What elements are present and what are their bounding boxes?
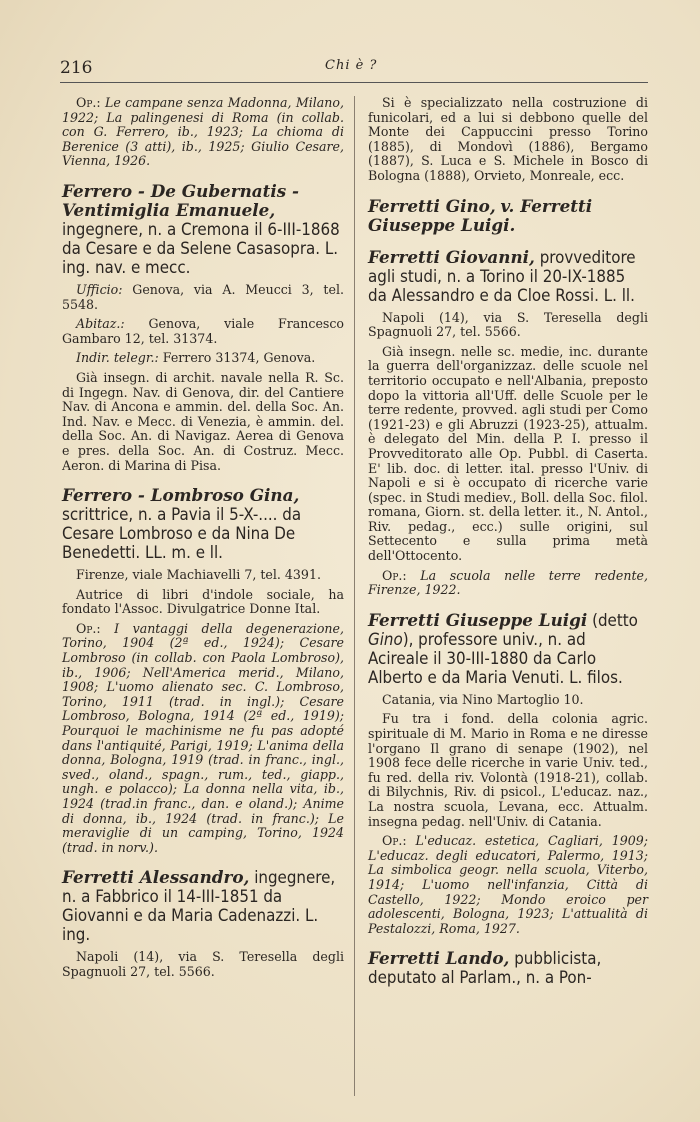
entry-ferretti-giovanni bbox=[368, 248, 648, 598]
entry-continuation bbox=[62, 96, 344, 169]
address-line: Catania, via Nino Martoglio 10. bbox=[382, 691, 584, 707]
biography-paragraph: Fu tra i fond. della colonia agric. spirituale di M. Mario in Roma e ne diresse l'organo Il grano di senape (1902), nel 1908 fece delle ricerche in varie Univ. ted., fu red. della riv. Volontà (1918-21), collab. di Bilychnis, Riv. di psicol., L'educaz. naz., La nostra scuola, Levana, ecc. Attualm. insegna pedag. nell'Univ. di Catania. bbox=[368, 711, 648, 829]
entry-heading: Ferretti Giuseppe Luigi (detto Gino), professore univ., n. ad Acireale il 30-III-1880 da Carlo Alberto e da Maria Venuti. L. filos. bbox=[368, 609, 638, 687]
address-line: Firenze, viale Machiavelli 7, tel. 4391. bbox=[76, 567, 321, 583]
works-paragraph: Op.: I vantaggi della degenerazione, Torino, 1904 (2ª ed., 1924); Cesare Lombroso (in collab. con Paola Lombroso), ib., 1906; Nell'America merid., Milano, 1908; L'uomo alienato sec. C. Lombroso, Torino, 1911 (trad. in ingl.); Cesare Lombroso, Bologna, 1914 (2ª ed., 1919); Pourquoi le machinisme ne fu pas adopté dans l'antiquité, Parigi, 1919; L'anima della donna, Bologna, 1919 (trad. in franc., ingl., sved., oland., spagn., rum., ted., giapp., ungh. e polacco); La donna nella vita, ib., 1924 (trad.in franc., dan. e oland.); Anime di donna, ib., 1924 (trad. in franc.); Le meraviglie di un camping, Torino, 1924 (trad. in norv.). bbox=[62, 620, 344, 855]
entry-ferrero-lombroso bbox=[62, 486, 344, 855]
entry-ferretti-giuseppe-luigi bbox=[368, 611, 648, 937]
biography-paragraph: Autrice di libri d'indole sociale, ha fondato l'Assoc. Divulgatrice Donne Ital. bbox=[62, 586, 344, 617]
running-title: Chi è ? bbox=[325, 58, 378, 73]
entry-heading: Ferrero - Lombroso Gina, scrittrice, n. a Pavia il 5-X-.... da Cesare Lombroso e da Nina De Benedetti. LL. m. e ll. bbox=[62, 485, 302, 563]
address-line: Napoli (14), via S. Teresella degli Spagnuoli 27, tel. 5566. bbox=[368, 309, 648, 340]
entry-continuation bbox=[368, 96, 648, 184]
works-paragraph: Op.: L'educaz. estetica, Cagliari, 1909; L'educaz. degli educatori, Palermo, 1913; La simbolica geogr. nella scuola, Viterbo, 1914; L'uomo nell'infanzia, Città di Castello, 1922; Mondo eroico per adolescenti, Bologna, 1923; L'attualità di Pestalozzi, Roma, 1927. bbox=[368, 833, 648, 936]
works-paragraph: Op.: Le campane senza Madonna, Milano, 1922; La palingenesi di Roma (in collab. con G. Ferrero, ib., 1923; La chioma di Berenice (3 atti), ib., 1925; Giulio Cesare, Vienna, 1926. bbox=[62, 95, 344, 169]
entry-ferretti-lando bbox=[368, 949, 648, 987]
entry-heading: Ferretti Lando, pubblicista, deputato al Parlam., n. a Pon- bbox=[368, 948, 602, 988]
right-column bbox=[368, 96, 648, 1000]
works-paragraph: Op.: La scuola nelle terre redente, Firenze, 1922. bbox=[368, 567, 648, 598]
entry-heading: Ferretti Gino, v. Ferretti Giuseppe Luigi. bbox=[368, 195, 593, 235]
left-column bbox=[62, 96, 344, 993]
biography-paragraph: Già insegn. nelle sc. medie, inc. durante la guerra dell'organizzaz. delle scuole nel territorio occupato e nell'Albania, preposto dopo la vittoria all'Uff. delle Scuole per le terre redente, provved. agli studi per Como (1921-23) e gli Abruzzi (1923-25), attualm. è delegato del Min. della P. I. presso il Provveditorato alle Op. Pubbl. di Caserta. E' lib. doc. di letter. ital. presso l'Univ. di Napoli e si è occupato di ricerche varie (spec. in Studi mediev., Boll. della Soc. filol. romana, Giorn. st. della letter. it., N. Antol., Riv. pedag., ecc.) sulle origini, sul Settecento e sulla prima metà dell'Ottocento. bbox=[368, 343, 648, 564]
office-line: Ufficio: Genova, via A. Meucci 3, tel. 5548. bbox=[62, 281, 344, 312]
telegraph-line: Indir. telegr.: Ferrero 31374, Genova. bbox=[76, 350, 316, 366]
entry-heading: Ferrero - De Gubernatis - Ventimiglia Emanuele, ingegnere, n. a Cremona il 6-III-1868 da Cesare e da Selene Casasopra. L. ing. nav. e mecc. bbox=[62, 180, 340, 277]
entry-heading: Ferretti Giovanni, provveditore agli studi, n. a Torino il 20-IX-1885 da Alessandro e da Cloe Rossi. L. ll. bbox=[368, 246, 636, 305]
entry-ferrero-de-gubernatis bbox=[62, 182, 344, 473]
entry-ferretti-alessandro bbox=[62, 868, 344, 979]
biography-paragraph: Si è specializzato nella costruzione di funicolari, ed a lui si debbono quelle del Monte dei Cappuccini presso Torino (1885), di Mondovì (1886), Bergamo (1887), S. Luca e S. Michele in Bosco di Bologna (1888), Orvieto, Monreale, ecc. bbox=[368, 95, 648, 183]
entry-ferretti-gino bbox=[368, 197, 648, 235]
page-number: 216 bbox=[60, 58, 93, 78]
column-divider bbox=[354, 96, 355, 1096]
biography-paragraph: Già insegn. di archit. navale nella R. Sc. di Ingegn. Nav. di Genova, dir. del Cantiere Nav. di Ancona e ammin. del. della Soc. An. Ind. Nav. e Mecc. di Venezia, è ammin. del. della Soc. An. di Navigaz. Aerea di Genova e pres. della Soc. An. di Costruz. Mecc. Aeron. di Marina di Pisa. bbox=[62, 369, 344, 473]
page-header bbox=[60, 56, 648, 83]
entry-heading: Ferretti Alessandro, ingegnere, n. a Fabbrico il 14-III-1851 da Giovanni e da Maria Cadenazzi. L. ing. bbox=[62, 867, 336, 945]
address-line: Napoli (14), via S. Teresella degli Spagnuoli 27, tel. 5566. bbox=[62, 949, 344, 979]
home-line: Abitaz.: Genova, viale Francesco Gambaro 12, tel. 31374. bbox=[62, 316, 344, 346]
